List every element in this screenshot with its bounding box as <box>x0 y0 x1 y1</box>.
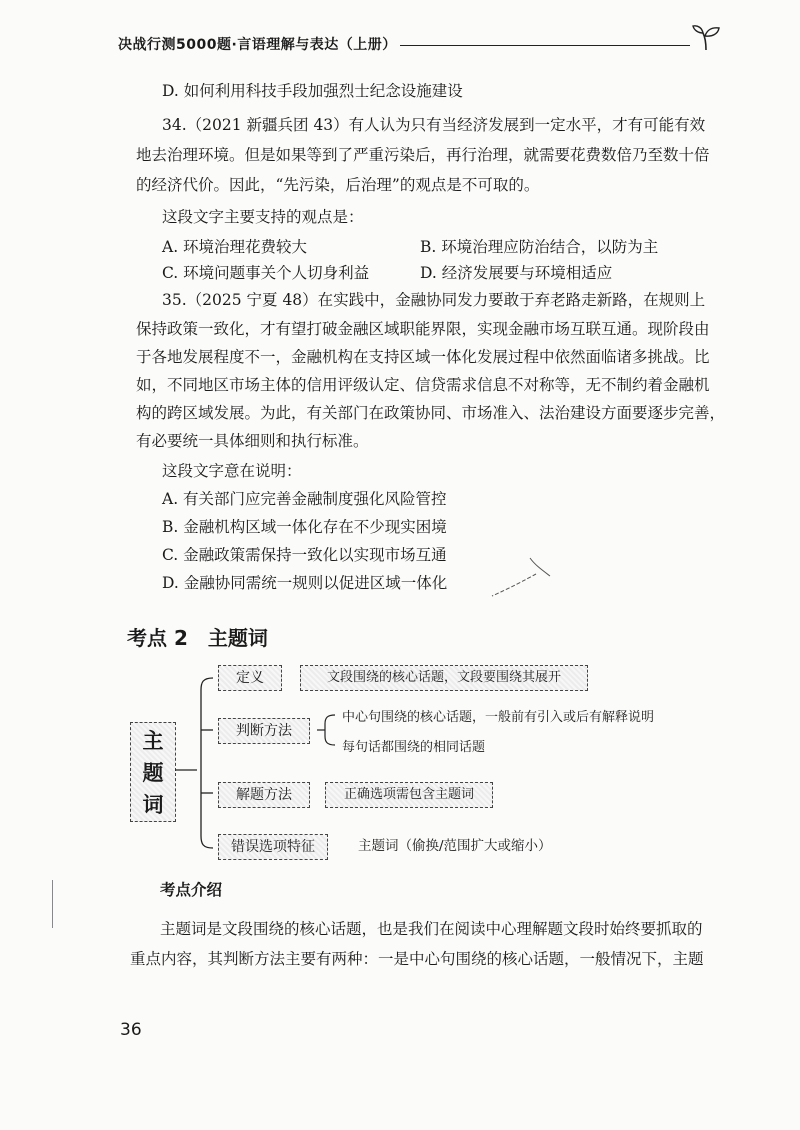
mindmap-solve-label: 解题方法 <box>218 782 310 808</box>
q35-line-2: 保持政策一致化，才有望打破金融区域职能界限，实现金融市场互联互通。现阶段由 <box>136 320 710 338</box>
q33-option-d: D. 如何利用科技手段加强烈士纪念设施建设 <box>162 82 463 100</box>
q35-question: 这段文字意在说明： <box>162 462 302 480</box>
mindmap-definition-label: 定义 <box>218 665 282 691</box>
header-rule <box>400 45 690 46</box>
mindmap-root-char-2: 题 <box>142 761 164 785</box>
q35-line-5: 构的跨区域发展。为此，有关部门在政策协同、市场准入、法治建设方面要逐步完善， <box>136 404 726 422</box>
q34-option-a: A. 环境治理花费较大 <box>162 238 308 256</box>
sprout-icon <box>690 22 722 52</box>
mindmap-wrong-text: 主题词（偷换/范围扩大或缩小） <box>358 838 552 854</box>
page-number: 36 <box>120 1020 142 1040</box>
intro-title: 考点介绍 <box>160 881 223 899</box>
mindmap-solve-text: 正确选项需包含主题词 <box>325 782 493 808</box>
mindmap-judge-label: 判断方法 <box>218 718 310 744</box>
q34-line-2: 地去治理环境。但是如果等到了严重污染后，再行治理，就需要花费数倍乃至数十倍 <box>136 146 710 164</box>
q35-option-a: A. 有关部门应完善金融制度强化风险管控 <box>162 490 447 508</box>
q35-line-3: 于各地发展程度不一，金融机构在支持区域一体化发展过程中依然面临诸多挑战。比 <box>136 348 710 366</box>
q35-option-d: D. 金融协同需统一规则以促进区域一体化 <box>162 574 448 592</box>
q34-line-1: 34.（2021 新疆兵团 43）有人认为只有当经济发展到一定水平，才有可能有效 <box>162 116 706 134</box>
mindmap-root-char-3: 词 <box>142 793 164 817</box>
q34-option-b: B. 环境治理应防治结合，以防为主 <box>420 238 659 256</box>
mindmap-judge-item-2: 每句话都围绕的相同话题 <box>342 740 486 755</box>
running-header-title: 决战行测5000题·言语理解与表达（上册） <box>118 37 397 53</box>
q35-line-4: 如，不同地区市场主体的信用评级认定、信贷需求信息不对称等，无不制约着金融机 <box>136 376 710 394</box>
q34-option-d: D. 经济发展要与环境相适应 <box>420 264 613 282</box>
intro-line-2: 重点内容，其判断方法主要有两种：一是中心句围绕的核心话题，一般情况下，主题 <box>130 950 704 968</box>
section-title: 考点 2 主题词 <box>127 626 268 650</box>
mindmap-root <box>130 722 176 822</box>
mindmap-definition-text: 文段围绕的核心话题，文段要围绕其展开 <box>300 665 588 691</box>
q34-question: 这段文字主要支持的观点是： <box>162 208 364 226</box>
q34-option-c: C. 环境问题事关个人切身利益 <box>162 264 370 282</box>
intro-line-1: 主题词是文段围绕的核心话题，也是我们在阅读中心理解题文段时始终要抓取的 <box>160 920 703 938</box>
q35-line-6: 有必要统一具体细则和执行标准。 <box>136 432 369 450</box>
q35-option-c: C. 金融政策需保持一致化以实现市场互通 <box>162 546 447 564</box>
mindmap-judge-item-1: 中心句围绕的核心话题，一般前有引入或后有解释说明 <box>342 710 655 725</box>
q34-line-3: 的经济代价。因此，“先污染，后治理”的观点是不可取的。 <box>136 176 540 194</box>
q35-option-b: B. 金融机构区域一体化存在不少现实困境 <box>162 518 447 536</box>
q35-line-1: 35.（2025 宁夏 48）在实践中，金融协同发力要敢于弃老路走新路，在规则上 <box>162 291 706 309</box>
mindmap-root-char-1: 主 <box>142 729 164 753</box>
pencil-scribble-icon <box>480 550 570 610</box>
margin-mark <box>52 880 53 928</box>
mindmap-wrong-label: 错误选项特征 <box>218 834 328 860</box>
